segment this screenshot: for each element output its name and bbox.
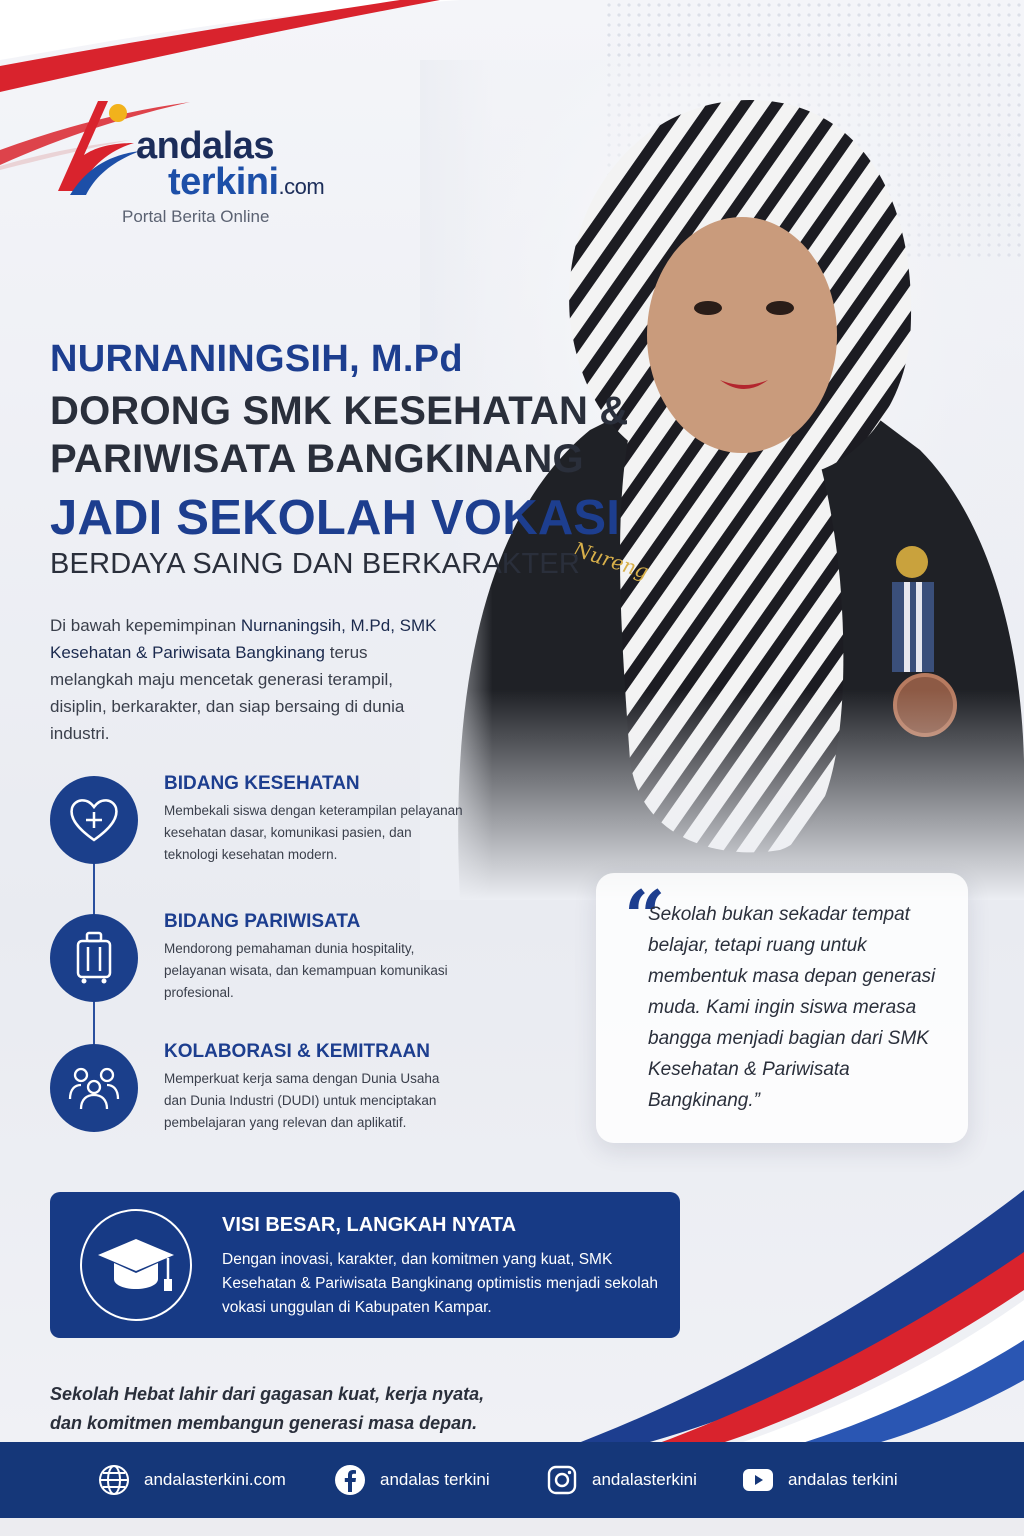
footer-bottom-strip: [0, 1518, 1024, 1536]
people-icon: [50, 1044, 138, 1132]
headline-name: NURNANINGSIH, M.Pd: [50, 338, 463, 380]
feature-desc: Memperkuat kerja sama dengan Dunia Usaha dan Dunia Industri (DUDI) untuk menciptakan pembelajaran yang relevan dan aplikatif.: [164, 1071, 440, 1130]
footer-instagram-label: andalasterkini: [592, 1470, 697, 1489]
quote-mark-icon: “: [624, 874, 666, 959]
logo-word-terkini: terkini.com: [168, 161, 325, 203]
motto-line2: dan komitmen membangun generasi masa depan.: [50, 1413, 478, 1433]
footer-youtube-link[interactable]: [742, 1464, 898, 1496]
graduation-cap-icon: [80, 1209, 192, 1321]
feature-title: KOLABORASI & KEMITRAAN: [164, 1041, 430, 1062]
headline-line2: DORONG SMK KESEHATAN &: [50, 389, 629, 433]
motto: [50, 1380, 484, 1438]
headline-line3: PARIWISATA BANGKINANG: [50, 437, 584, 481]
visi-box: [50, 1192, 680, 1338]
feature-desc: Membekali siswa dengan keterampilan pelayanan kesehatan dasar, komunikasi pasien, dan teknologi kesehatan modern.: [164, 803, 463, 862]
intro-paragraph: Di bawah kepemimpinan Nurnaningsih, M.Pd, SMK Kesehatan & Pariwisata Bangkinang terus melangkah maju mencetak generasi terampil, disiplin, berkarakter, dan siap bersaing di dunia industri.: [50, 616, 437, 743]
globe-icon: [98, 1464, 130, 1496]
visi-desc: Dengan inovasi, karakter, dan komitmen yang kuat, SMK Kesehatan & Pariwisata Bangkinang optimistis menjadi sekolah vokasi unggulan di Kabupaten Kampar.: [222, 1251, 658, 1316]
quote-text: Sekolah bukan sekadar tempat belajar, tetapi ruang untuk membentuk masa depan generasi muda. Kami ingin siswa merasa bangga menjadi bagian dari SMK Kesehatan & Pariwisata Bangkinang.”: [648, 904, 936, 1111]
logo-word-andalas: andalas: [136, 125, 275, 167]
footer-facebook-label: andalas terkini: [380, 1470, 490, 1489]
footer-website-label: andalasterkini.com: [144, 1470, 286, 1489]
headline-tagline: BERDAYA SAING DAN BERKARAKTER: [50, 548, 581, 580]
visi-title: VISI BESAR, LANGKAH NYATA: [222, 1214, 517, 1236]
footer-website-link[interactable]: [98, 1464, 286, 1496]
brand-logo: [50, 95, 350, 235]
heart-plus-icon: [50, 776, 138, 864]
instagram-icon: [546, 1464, 578, 1496]
feature-title: BIDANG KESEHATAN: [164, 773, 360, 794]
feature-desc: Mendorong pemahaman dunia hospitality, pelayanan wisata, dan kemampuan komunikasi profesional.: [164, 941, 448, 1000]
headline-subtitle: [50, 387, 628, 483]
motto-line1: Sekolah Hebat lahir dari gagasan kuat, kerja nyata,: [50, 1384, 485, 1404]
footer-facebook-link[interactable]: [334, 1464, 490, 1496]
footer-bar: [0, 1442, 1024, 1518]
youtube-icon: [742, 1464, 774, 1496]
logo-mark-icon: [50, 95, 146, 195]
footer-instagram-link[interactable]: [546, 1464, 697, 1496]
feature-title: BIDANG PARIWISATA: [164, 911, 361, 932]
quote-card: [596, 873, 968, 1143]
facebook-icon: [334, 1464, 366, 1496]
logo-tagline: Portal Berita Online: [122, 207, 270, 226]
headline-main: JADI SEKOLAH VOKASI: [50, 491, 621, 545]
footer-youtube-label: andalas terkini: [788, 1470, 898, 1489]
suitcase-icon: [50, 914, 138, 1002]
